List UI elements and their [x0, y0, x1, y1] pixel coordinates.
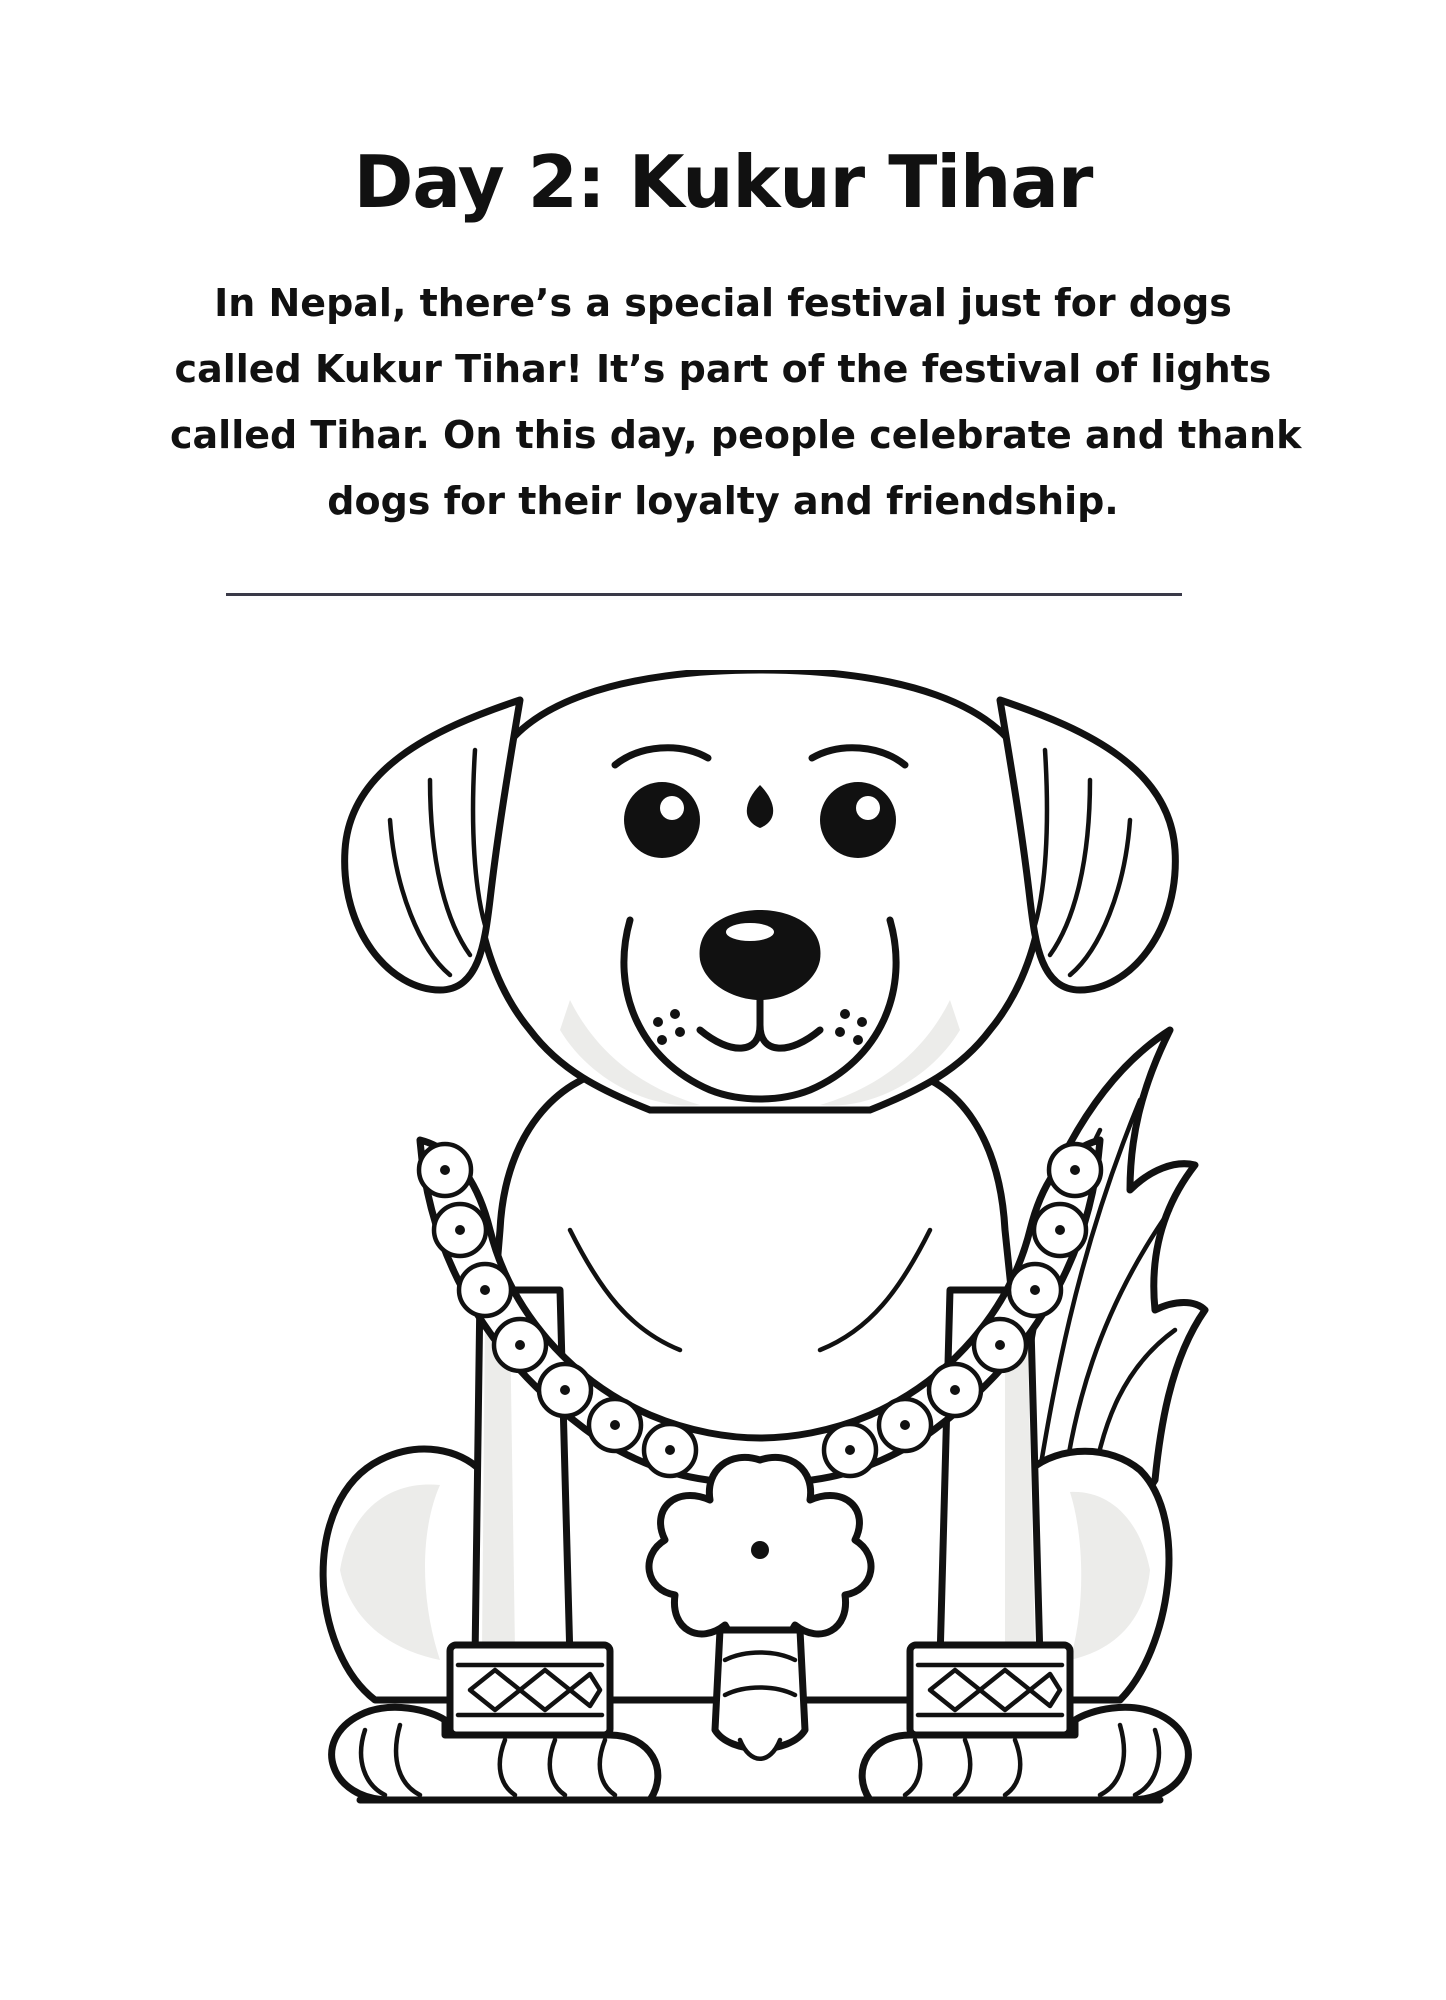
intro-line-2: called Kukur Tihar! It’s part of the festival of lights — [174, 347, 1272, 391]
dog-head — [476, 670, 1044, 1110]
intro-line-4: dogs for their loyalty and friendship. — [327, 479, 1119, 523]
dog-icon — [270, 670, 1250, 1870]
intro-line-3: called Tihar. On this day, people celebrate and thank — [170, 413, 1302, 457]
writing-line — [226, 593, 1182, 596]
intro-line-1: In Nepal, there’s a special festival just for dogs — [214, 281, 1232, 325]
intro-paragraph — [170, 270, 1302, 534]
page-title: Day 2: Kukur Tihar — [353, 140, 1093, 224]
dog-coloring-illustration — [270, 670, 1250, 1870]
